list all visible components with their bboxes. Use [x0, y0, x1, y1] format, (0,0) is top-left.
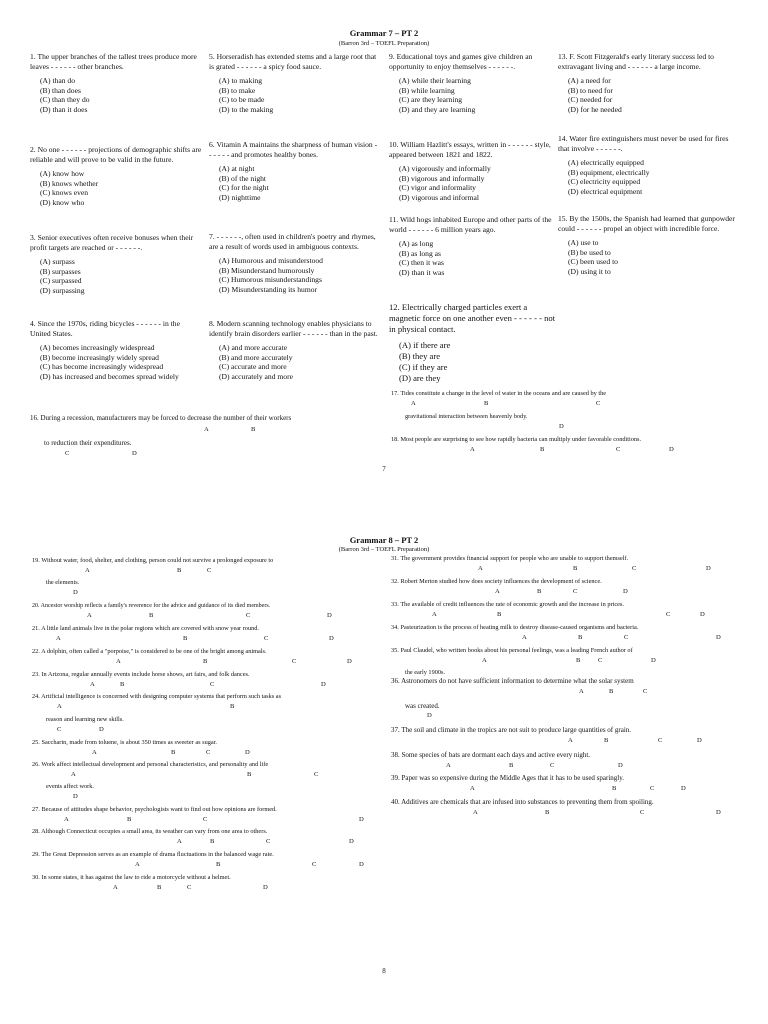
- choice-marker: A: [470, 785, 475, 792]
- question-28: 28. Although Connecticut occupies a small area, its weather can vary from one area to others.: [32, 828, 268, 835]
- question-stem: 7. - - - - - -, often used in children's poetry and rhymes, are a result of words used in ambiguous contexts.: [209, 232, 376, 251]
- choice-marker: D: [359, 816, 364, 823]
- question-2: [30, 145, 202, 231]
- question-stem: 6. Vitamin A maintains the sharpness of human vision - - - - - - and promotes healthy bones.: [209, 140, 378, 159]
- question-15: [558, 214, 736, 277]
- choice-marker: C: [616, 446, 621, 453]
- choice-marker: D: [651, 657, 656, 664]
- choice-marker: B: [540, 446, 545, 453]
- choice-marker: D: [716, 634, 721, 641]
- question-stem: 12. Electrically charged particles exert a magnetic force on one another even - - - - - - not in physical contact.: [389, 302, 556, 334]
- question-5: [209, 52, 381, 138]
- choice-marker: A: [473, 809, 478, 816]
- options: [399, 164, 559, 202]
- option: (A) Humorous and misunderstood: [219, 256, 323, 266]
- option: (D) electrical equipment: [568, 186, 643, 196]
- page-subtitle: (Barron 3rd – TOEFL Preparation): [338, 40, 430, 47]
- choice-marker: C: [632, 565, 637, 572]
- choice-marker: A: [90, 681, 95, 688]
- option: (A) use to: [568, 238, 599, 248]
- question-9: [389, 52, 559, 138]
- question-17-line-1: 17. Tides constitute a change in the level of water in the oceans and are caused by the: [391, 390, 607, 397]
- question-21: 21. A little land animals live in the polar regions which are covered with snow year round.: [32, 625, 259, 632]
- choice-marker: D: [347, 658, 352, 665]
- options: [219, 256, 381, 294]
- question-stem: 3. Senior executives often receive bonuses when their profit targets are reached or - - - - - -.: [30, 233, 194, 252]
- option: (C) surpassed: [40, 276, 82, 286]
- question-stem: 8. Modern scanning technology enables physicians to identify brain disorders earlier - - - - - - than in the past.: [209, 319, 378, 338]
- options: [568, 238, 736, 276]
- options: [399, 340, 559, 384]
- question-35-line-1: 35. Paul Claudel, who written books about his personal feelings, was a leading French author of: [391, 647, 633, 654]
- question-stem: 15. By the 1500s, the Spanish had learned that gunpowder could - - - - - - propel an object with incredible force.: [558, 214, 735, 233]
- choice-marker: C: [292, 658, 297, 665]
- choice-marker: C: [312, 861, 317, 868]
- choice-marker: D: [706, 565, 711, 572]
- option: (D) using it to: [568, 266, 611, 276]
- choice-marker: A: [116, 658, 121, 665]
- question-stem: 13. F. Scott Fitzgerald's early literary success led to extravagant living and - - - - - - a large income.: [558, 52, 714, 71]
- option: (A) at night: [219, 164, 255, 174]
- option: (C) been used to: [568, 257, 618, 267]
- question-34: 34. Pasteurization is the process of heating milk to destroy disease-caused organisms and bacteria.: [391, 624, 639, 631]
- choice-marker: D: [99, 726, 104, 733]
- choice-marker: C: [596, 400, 601, 407]
- question-stem: 1. The upper branches of the tallest trees produce more leaves - - - - - - other branches.: [30, 52, 197, 71]
- choice-marker: A: [478, 565, 483, 572]
- choice-marker: D: [359, 861, 364, 868]
- question-16-line-2: to reduction their expenditures.: [44, 439, 132, 447]
- choice-marker: B: [251, 426, 256, 433]
- option: (D) vigorous and informal: [399, 192, 479, 202]
- options: [399, 239, 559, 277]
- choice-marker: C: [206, 749, 211, 756]
- option: (A) surpass: [40, 257, 75, 267]
- options: [40, 76, 202, 114]
- choice-marker: C: [650, 785, 655, 792]
- option: (B) than does: [40, 85, 81, 95]
- choice-marker: C: [65, 450, 70, 457]
- choice-marker: B: [149, 612, 154, 619]
- option: (D) are they: [399, 373, 441, 383]
- option: (B) be used to: [568, 247, 611, 257]
- question-38: 38. Some species of bats are dormant each days and active every night.: [391, 751, 591, 759]
- choice-marker: D: [321, 681, 326, 688]
- choice-marker: D: [681, 785, 686, 792]
- page-number: 8: [382, 967, 386, 975]
- choice-marker: B: [203, 658, 208, 665]
- options: [40, 343, 202, 381]
- question-12: [389, 302, 559, 384]
- option: (A) to making: [219, 76, 263, 86]
- option: (B) as long as: [399, 248, 441, 258]
- option: (D) than it was: [399, 267, 445, 277]
- choice-marker: C: [57, 726, 62, 733]
- choice-marker: A: [579, 688, 584, 695]
- question-39: 39. Paper was so expensive during the Middle Ages that it has to be used sparingly.: [391, 774, 625, 782]
- question-11: [389, 215, 559, 300]
- choice-marker: B: [509, 762, 514, 769]
- choice-marker: D: [700, 611, 705, 618]
- option: (A) while their learning: [399, 76, 471, 86]
- question-24-line-2: reason and learning new skills.: [46, 716, 124, 723]
- option: (B) equipment, electrically: [568, 167, 650, 177]
- choice-marker: B: [612, 785, 617, 792]
- option: (B) vigorous and informally: [399, 173, 485, 183]
- choice-marker: C: [207, 567, 212, 574]
- option: (A) a need for: [568, 76, 611, 86]
- question-35-line-2: the early 1900s.: [405, 669, 446, 676]
- option: (D) surpassing: [40, 285, 85, 295]
- option: (C) then it was: [399, 258, 444, 268]
- choice-marker: C: [666, 611, 671, 618]
- question-32: 32. Robert Merton studied how does society influences the development of science.: [391, 578, 602, 585]
- question-19-line-2: the elements.: [46, 579, 80, 586]
- option: (B) while learning: [399, 85, 455, 95]
- choice-marker: C: [246, 612, 251, 619]
- option: (A) as long: [399, 239, 434, 249]
- option: (C) than they do: [40, 95, 90, 105]
- question-20: 20. Ancestor worship reflects a family's reverence for the advice and guidance of its died members.: [32, 603, 271, 609]
- question-27: 27. Because of attitudes shape behavior, psychologists want to find out how opinions are formed.: [32, 806, 277, 813]
- question-37: 37. The soil and climate in the tropics are not suit to produce large quantities of grain.: [391, 726, 632, 734]
- option: (B) of the night: [219, 173, 267, 183]
- choice-marker: B: [484, 400, 489, 407]
- option: (C) for the night: [219, 183, 269, 193]
- question-40: 40. Additives are chemicals that are infused into substances to preventing them from spoiling.: [391, 798, 654, 806]
- choice-marker: D: [559, 423, 564, 430]
- choice-marker: A: [135, 861, 140, 868]
- options: [40, 257, 202, 295]
- option: (C) electricity equipped: [568, 177, 641, 187]
- option: (B) surpasses: [40, 266, 81, 276]
- question-14: [558, 134, 736, 212]
- choice-marker: B: [537, 588, 542, 595]
- choice-marker: B: [120, 681, 125, 688]
- question-stem: 5. Horseradish has extended stems and a large root that is grated - - - - - - a spicy food sauce.: [209, 52, 377, 71]
- question-4: [30, 319, 202, 382]
- choice-marker: C: [640, 809, 645, 816]
- choice-marker: D: [716, 809, 721, 816]
- choice-marker: C: [210, 681, 215, 688]
- question-36-line-1: 36. Astronomers do not have sufficient information to determine what the solar system: [391, 677, 634, 685]
- options: [219, 164, 381, 202]
- choice-marker: B: [573, 565, 578, 572]
- question-3: [30, 233, 202, 317]
- option: (B) become increasingly widely spread: [40, 352, 159, 362]
- choice-marker: D: [327, 612, 332, 619]
- choice-marker: B: [497, 611, 502, 618]
- page-number: 7: [382, 465, 386, 473]
- question-1: [30, 52, 202, 143]
- question-31: 31. The government provides financial support for people who are unable to support themself.: [391, 555, 629, 562]
- option: (D) nighttime: [219, 192, 261, 202]
- option: (C) if they are: [399, 362, 448, 372]
- choice-marker: B: [609, 688, 614, 695]
- question-stem: 2. No one - - - - - - projections of demographic shifts are reliable and will prove to be valid in the future.: [30, 145, 202, 164]
- choice-marker: D: [697, 737, 702, 744]
- choice-marker: A: [56, 635, 61, 642]
- option: (A) know how: [40, 169, 85, 179]
- choice-marker: B: [216, 861, 221, 868]
- column-4: [558, 52, 736, 279]
- choice-marker: A: [482, 657, 487, 664]
- option: (C) knows even: [40, 188, 89, 198]
- question-26-line-2: events affect work.: [46, 783, 94, 790]
- question-23: 23. In Arizona, regular annually events include horse shows, art fairs, and folk dances.: [32, 671, 250, 678]
- options: [40, 169, 202, 207]
- option: (B) to need for: [568, 85, 613, 95]
- option: (A) than do: [40, 76, 76, 86]
- question-36-line-2: was created.: [405, 702, 440, 710]
- choice-marker: D: [73, 793, 78, 800]
- choice-marker: C: [550, 762, 555, 769]
- question-30: 30. In some states, it has against the law to ride a motorcycle without a helmet.: [32, 874, 231, 881]
- choice-marker: D: [349, 838, 354, 845]
- choice-marker: D: [263, 884, 268, 891]
- question-25: 25. Saccharin, made from toluene, is about 350 times as sweeter as sugar.: [32, 739, 218, 746]
- choice-marker: D: [132, 450, 137, 457]
- choice-marker: B: [157, 884, 162, 891]
- page-subtitle: (Barron 3rd – TOEFL Preparation): [338, 546, 430, 553]
- question-33: 33. The available of credit influences the rate of economic growth and the increase in prices.: [391, 601, 624, 608]
- column-3: [389, 52, 559, 386]
- choice-marker: B: [177, 567, 182, 574]
- option: (D) accurately and more: [219, 371, 293, 381]
- option: (B) to make: [219, 85, 256, 95]
- option: (D) has increased and becomes spread widely: [40, 371, 179, 381]
- choice-marker: B: [545, 809, 550, 816]
- choice-marker: D: [618, 762, 623, 769]
- choice-marker: C: [203, 816, 208, 823]
- option: (C) vigor and informality: [399, 183, 476, 193]
- choice-marker: B: [576, 657, 581, 664]
- question-6: [209, 140, 381, 230]
- options: [568, 76, 736, 114]
- choice-marker: A: [411, 400, 416, 407]
- choice-marker: A: [71, 771, 76, 778]
- question-stem: 14. Water fire extinguishers must never be used for fires that involve - - - - - -.: [558, 134, 729, 153]
- question-13: [558, 52, 736, 132]
- options: [219, 76, 381, 114]
- question-8: [209, 319, 381, 382]
- option: (B) they are: [399, 351, 441, 361]
- option: (C) Humorous misunderstandings: [219, 275, 322, 285]
- option: (D) than it does: [40, 104, 88, 114]
- option: (A) if there are: [399, 340, 451, 350]
- page-title: Grammar 8 – PT 2: [349, 535, 419, 545]
- choice-marker: A: [87, 612, 92, 619]
- option: (D) to the making: [219, 104, 274, 114]
- choice-marker: D: [623, 588, 628, 595]
- choice-marker: A: [432, 611, 437, 618]
- question-stem: 4. Since the 1970s, riding bicycles - - - - - - in the United States.: [30, 319, 180, 338]
- choice-marker: B: [210, 838, 215, 845]
- option: (A) vigorously and informally: [399, 164, 491, 174]
- page-title: Grammar 7 – PT 2: [349, 28, 419, 38]
- choice-marker: A: [470, 446, 475, 453]
- choice-marker: A: [64, 816, 69, 823]
- option: (B) Misunderstand humorously: [219, 265, 315, 275]
- option: (B) knows whether: [40, 178, 99, 188]
- option: (C) accurate and more: [219, 362, 287, 372]
- options: [568, 158, 736, 196]
- choice-marker: D: [427, 712, 432, 719]
- options: [219, 343, 381, 381]
- choice-marker: D: [73, 589, 78, 596]
- choice-marker: A: [85, 567, 90, 574]
- choice-marker: B: [171, 749, 176, 756]
- option: (A) electrically equipped: [568, 158, 644, 168]
- question-7: [209, 232, 381, 317]
- option: (D) Misunderstanding its humor: [219, 284, 318, 294]
- question-18: 18. Most people are surprising to see how rapidly bacteria can multiply under favorable conditions.: [391, 436, 642, 443]
- question-29: 29. The Great Depression serves as an example of drama fluctuations in the balanced wage rate.: [32, 851, 274, 858]
- choice-marker: C: [266, 838, 271, 845]
- choice-marker: A: [495, 588, 500, 595]
- choice-marker: D: [329, 635, 334, 642]
- choice-marker: A: [568, 737, 573, 744]
- question-24-line-1: 24. Artificial intelligence is concerned with designing computer systems that perform such tasks as: [32, 693, 282, 700]
- option: (C) needed for: [568, 95, 613, 105]
- choice-marker: A: [92, 749, 97, 756]
- column-2: [209, 52, 381, 384]
- choice-marker: A: [204, 426, 209, 433]
- choice-marker: A: [446, 762, 451, 769]
- option: (A) becomes increasingly widespread: [40, 343, 155, 353]
- option: (B) and more accurately: [219, 352, 293, 362]
- question-stem: 9. Educational toys and games give children an opportunity to enjoy themselves - - - - - -.: [389, 52, 533, 71]
- option: (D) and they are learning: [399, 104, 476, 114]
- choice-marker: D: [245, 749, 250, 756]
- question-10: [389, 140, 559, 213]
- choice-marker: C: [598, 657, 603, 664]
- question-26-line-1: 26. Work affect intellectual development and personal characteristics, and personality and life: [32, 761, 269, 768]
- choice-marker: B: [230, 703, 235, 710]
- question-19-line-1: 19. Without water, food, shelter, and clothing, person could not survive a prolonged exposure to: [32, 557, 274, 564]
- choice-marker: C: [643, 688, 648, 695]
- option: (D) know who: [40, 197, 85, 207]
- options: [399, 76, 559, 114]
- choice-marker: A: [522, 634, 527, 641]
- choice-marker: D: [669, 446, 674, 453]
- option: (A) and more accurate: [219, 343, 288, 353]
- option: (C) has become increasingly widespread: [40, 362, 164, 372]
- choice-marker: C: [187, 884, 192, 891]
- choice-marker: B: [247, 771, 252, 778]
- column-1: [30, 52, 202, 384]
- choice-marker: B: [183, 635, 188, 642]
- option: (C) are they learning: [399, 95, 463, 105]
- choice-marker: C: [658, 737, 663, 744]
- choice-marker: A: [57, 703, 62, 710]
- option: (D) for he needed: [568, 104, 622, 114]
- option: (C) to be made: [219, 95, 265, 105]
- question-17-line-2: gravitational interaction between heavenly body.: [405, 413, 528, 420]
- choice-marker: C: [624, 634, 629, 641]
- question-stem: 11. Wild hogs inhabited Europe and other parts of the world - - - - - - 6 million years ago.: [389, 215, 552, 234]
- choice-marker: B: [604, 737, 609, 744]
- choice-marker: C: [264, 635, 269, 642]
- question-16-line-1: 16. During a recession, manufacturers may be forced to decrease the number of their workers: [30, 414, 292, 422]
- choice-marker: A: [177, 838, 182, 845]
- choice-marker: C: [573, 588, 578, 595]
- choice-marker: B: [578, 634, 583, 641]
- question-22: 22. A dolphin, often called a "porpoise," is considered to be one of the bright among animals.: [32, 648, 267, 655]
- choice-marker: B: [127, 816, 132, 823]
- question-stem: 10. William Hazlitt's essays, written in - - - - - - style, appeared between 1821 and 1822.: [389, 140, 551, 159]
- choice-marker: A: [113, 884, 118, 891]
- choice-marker: C: [314, 771, 319, 778]
